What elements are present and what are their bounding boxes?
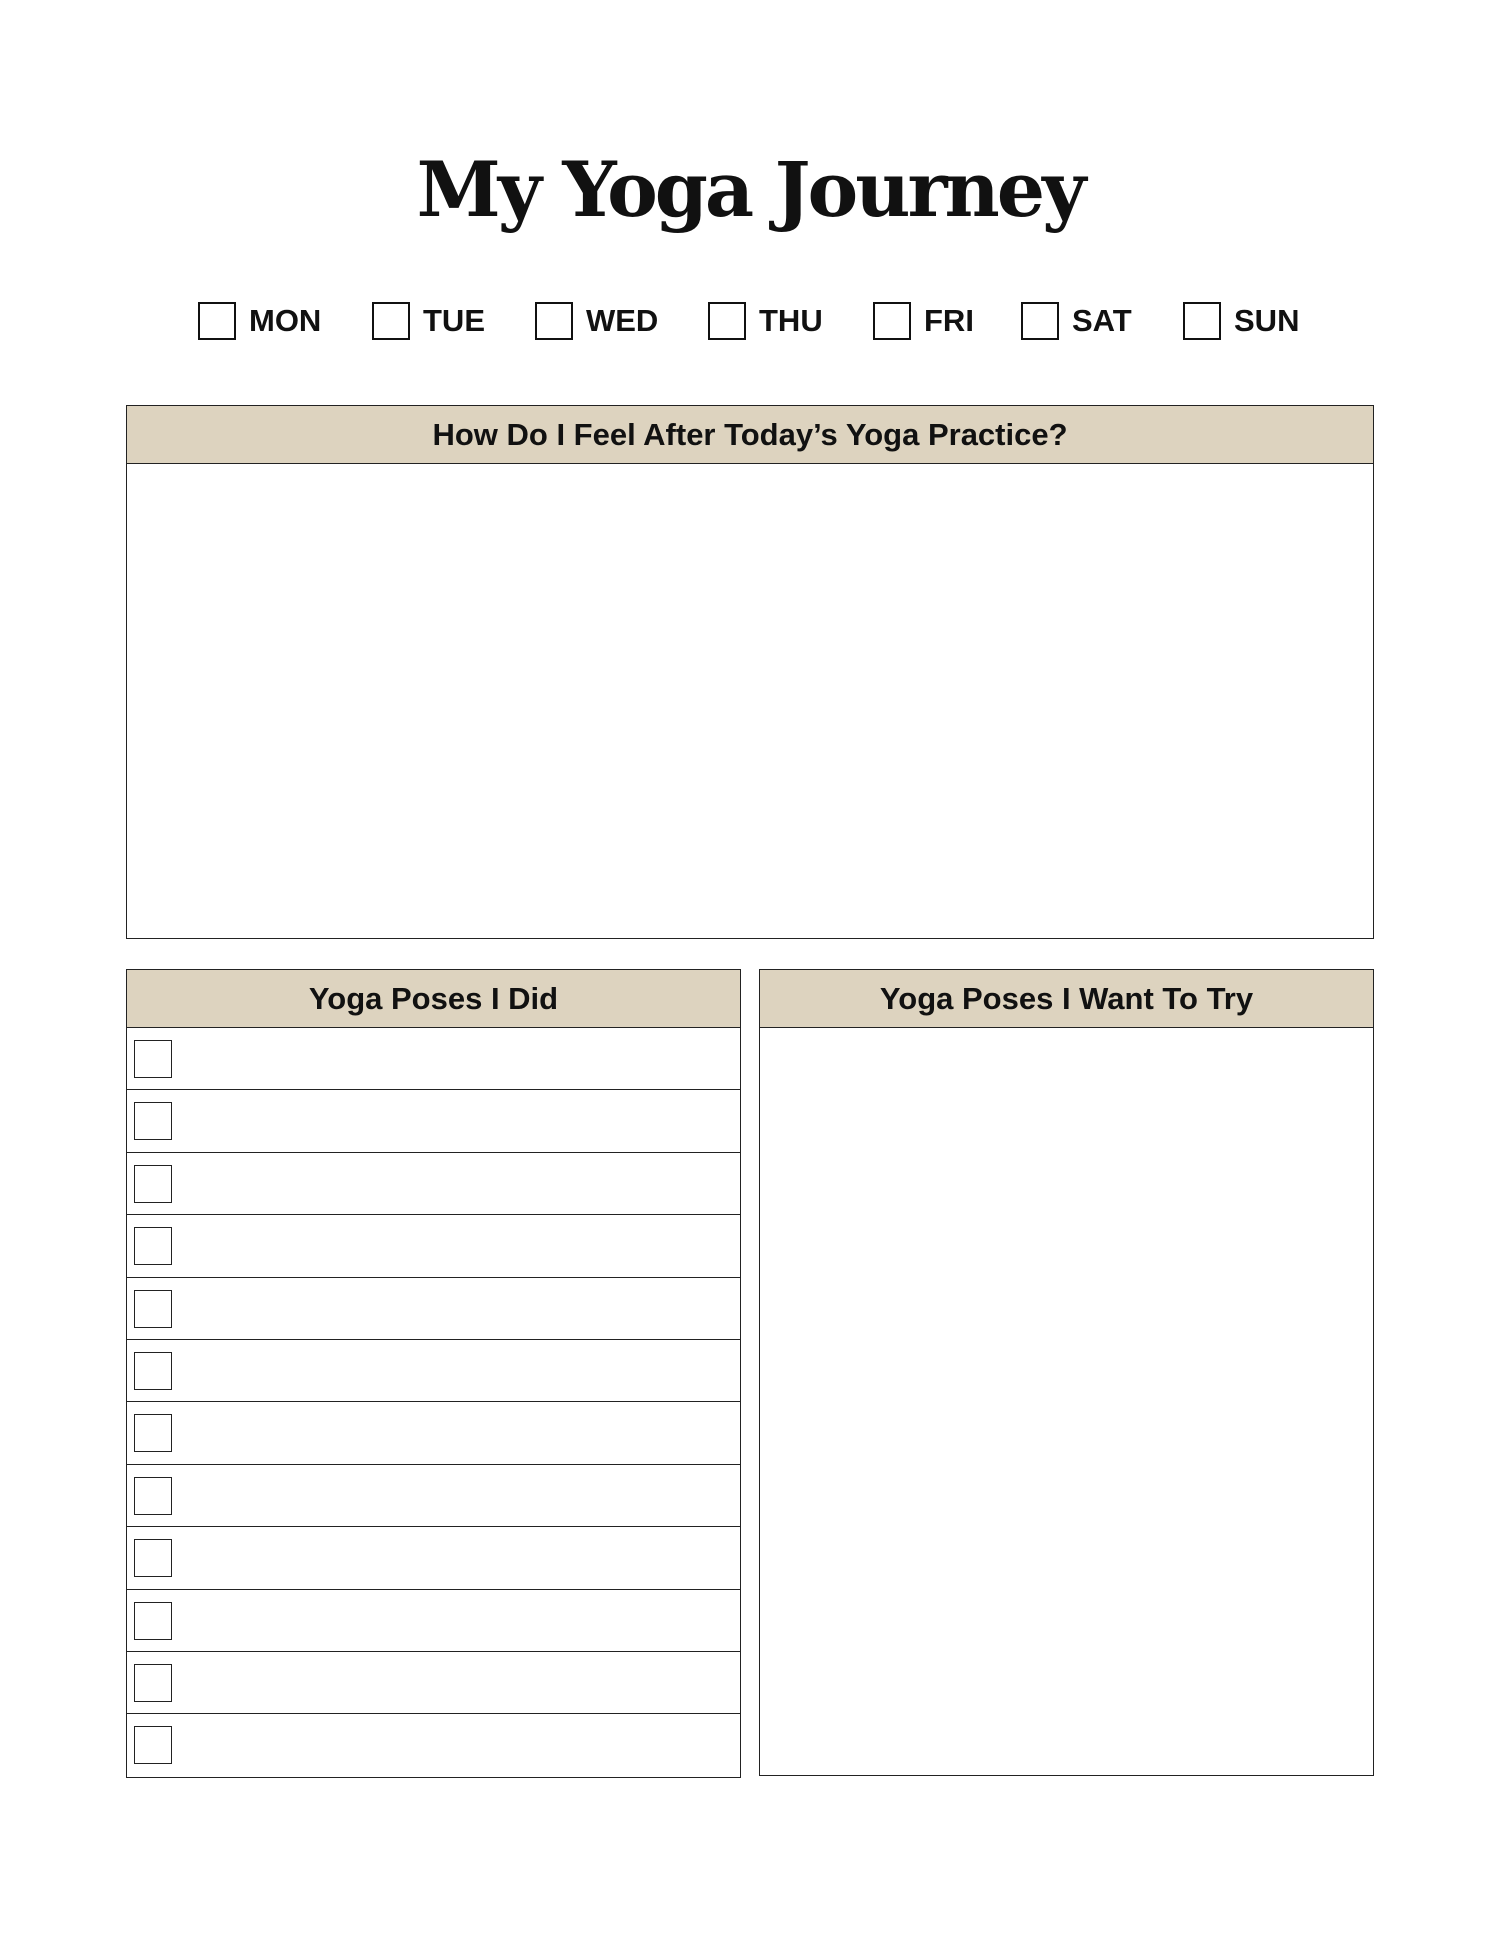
pose-entry-field[interactable]: [183, 1720, 734, 1770]
day-sat-label: SAT: [1072, 303, 1132, 338]
pose-entry-field[interactable]: [183, 1221, 734, 1270]
feel-section-heading: How Do I Feel After Today’s Yoga Practice?: [127, 406, 1373, 464]
pose-checkbox[interactable]: [134, 1664, 172, 1702]
poses-did-section: [126, 969, 741, 1778]
pose-entry-field[interactable]: [183, 1471, 734, 1520]
list-item: [127, 1590, 740, 1652]
pose-checkbox[interactable]: [134, 1602, 172, 1640]
list-item: [127, 1028, 740, 1090]
day-fri-label: FRI: [924, 303, 974, 338]
day-fri[interactable]: [873, 301, 974, 341]
day-thu-checkbox[interactable]: [708, 302, 746, 340]
pose-entry-field[interactable]: [183, 1096, 734, 1145]
day-mon-checkbox[interactable]: [198, 302, 236, 340]
poses-try-section: [759, 969, 1374, 1776]
poses-did-heading: Yoga Poses I Did: [127, 970, 740, 1028]
pose-checkbox[interactable]: [134, 1477, 172, 1515]
day-sun-label: SUN: [1234, 303, 1300, 338]
list-item: [127, 1465, 740, 1527]
day-sun-checkbox[interactable]: [1183, 302, 1221, 340]
day-wed-label: WED: [586, 303, 659, 338]
day-thu[interactable]: [708, 301, 823, 341]
feel-section: [126, 405, 1374, 939]
list-item: [127, 1215, 740, 1277]
pose-checkbox[interactable]: [134, 1414, 172, 1452]
list-item: [127, 1153, 740, 1215]
pose-checkbox[interactable]: [134, 1102, 172, 1140]
list-item: [127, 1340, 740, 1402]
pose-checkbox[interactable]: [134, 1290, 172, 1328]
pose-checkbox[interactable]: [134, 1040, 172, 1078]
poses-did-list: [127, 1028, 740, 1777]
day-sun[interactable]: [1183, 301, 1299, 341]
day-mon[interactable]: [198, 301, 321, 341]
list-item: [127, 1090, 740, 1152]
pose-entry-field[interactable]: [183, 1284, 734, 1333]
list-item: [127, 1714, 740, 1776]
day-wed-checkbox[interactable]: [535, 302, 573, 340]
pose-checkbox[interactable]: [134, 1165, 172, 1203]
day-tue[interactable]: [372, 301, 485, 341]
pose-checkbox[interactable]: [134, 1227, 172, 1265]
list-item: [127, 1278, 740, 1340]
day-selector: [0, 301, 1500, 341]
pose-checkbox[interactable]: [134, 1539, 172, 1577]
poses-try-notes-area[interactable]: [760, 1028, 1373, 1775]
pose-entry-field[interactable]: [183, 1346, 734, 1395]
page-title: My Yoga Journey: [416, 145, 1084, 234]
pose-entry-field[interactable]: [183, 1034, 734, 1083]
list-item: [127, 1527, 740, 1589]
day-tue-label: TUE: [423, 303, 485, 338]
pose-entry-field[interactable]: [183, 1596, 734, 1645]
pose-checkbox[interactable]: [134, 1726, 172, 1764]
pose-entry-field[interactable]: [183, 1658, 734, 1707]
poses-try-heading: Yoga Poses I Want To Try: [760, 970, 1373, 1028]
day-sat-checkbox[interactable]: [1021, 302, 1059, 340]
list-item: [127, 1652, 740, 1714]
day-fri-checkbox[interactable]: [873, 302, 911, 340]
pose-checkbox[interactable]: [134, 1352, 172, 1390]
feel-notes-area[interactable]: [127, 464, 1373, 938]
list-item: [127, 1402, 740, 1464]
pose-entry-field[interactable]: [183, 1159, 734, 1208]
day-mon-label: MON: [249, 303, 322, 338]
pose-entry-field[interactable]: [183, 1408, 734, 1457]
pose-entry-field[interactable]: [183, 1533, 734, 1582]
day-sat[interactable]: [1021, 301, 1132, 341]
day-thu-label: THU: [759, 303, 823, 338]
day-wed[interactable]: [535, 301, 658, 341]
day-tue-checkbox[interactable]: [372, 302, 410, 340]
